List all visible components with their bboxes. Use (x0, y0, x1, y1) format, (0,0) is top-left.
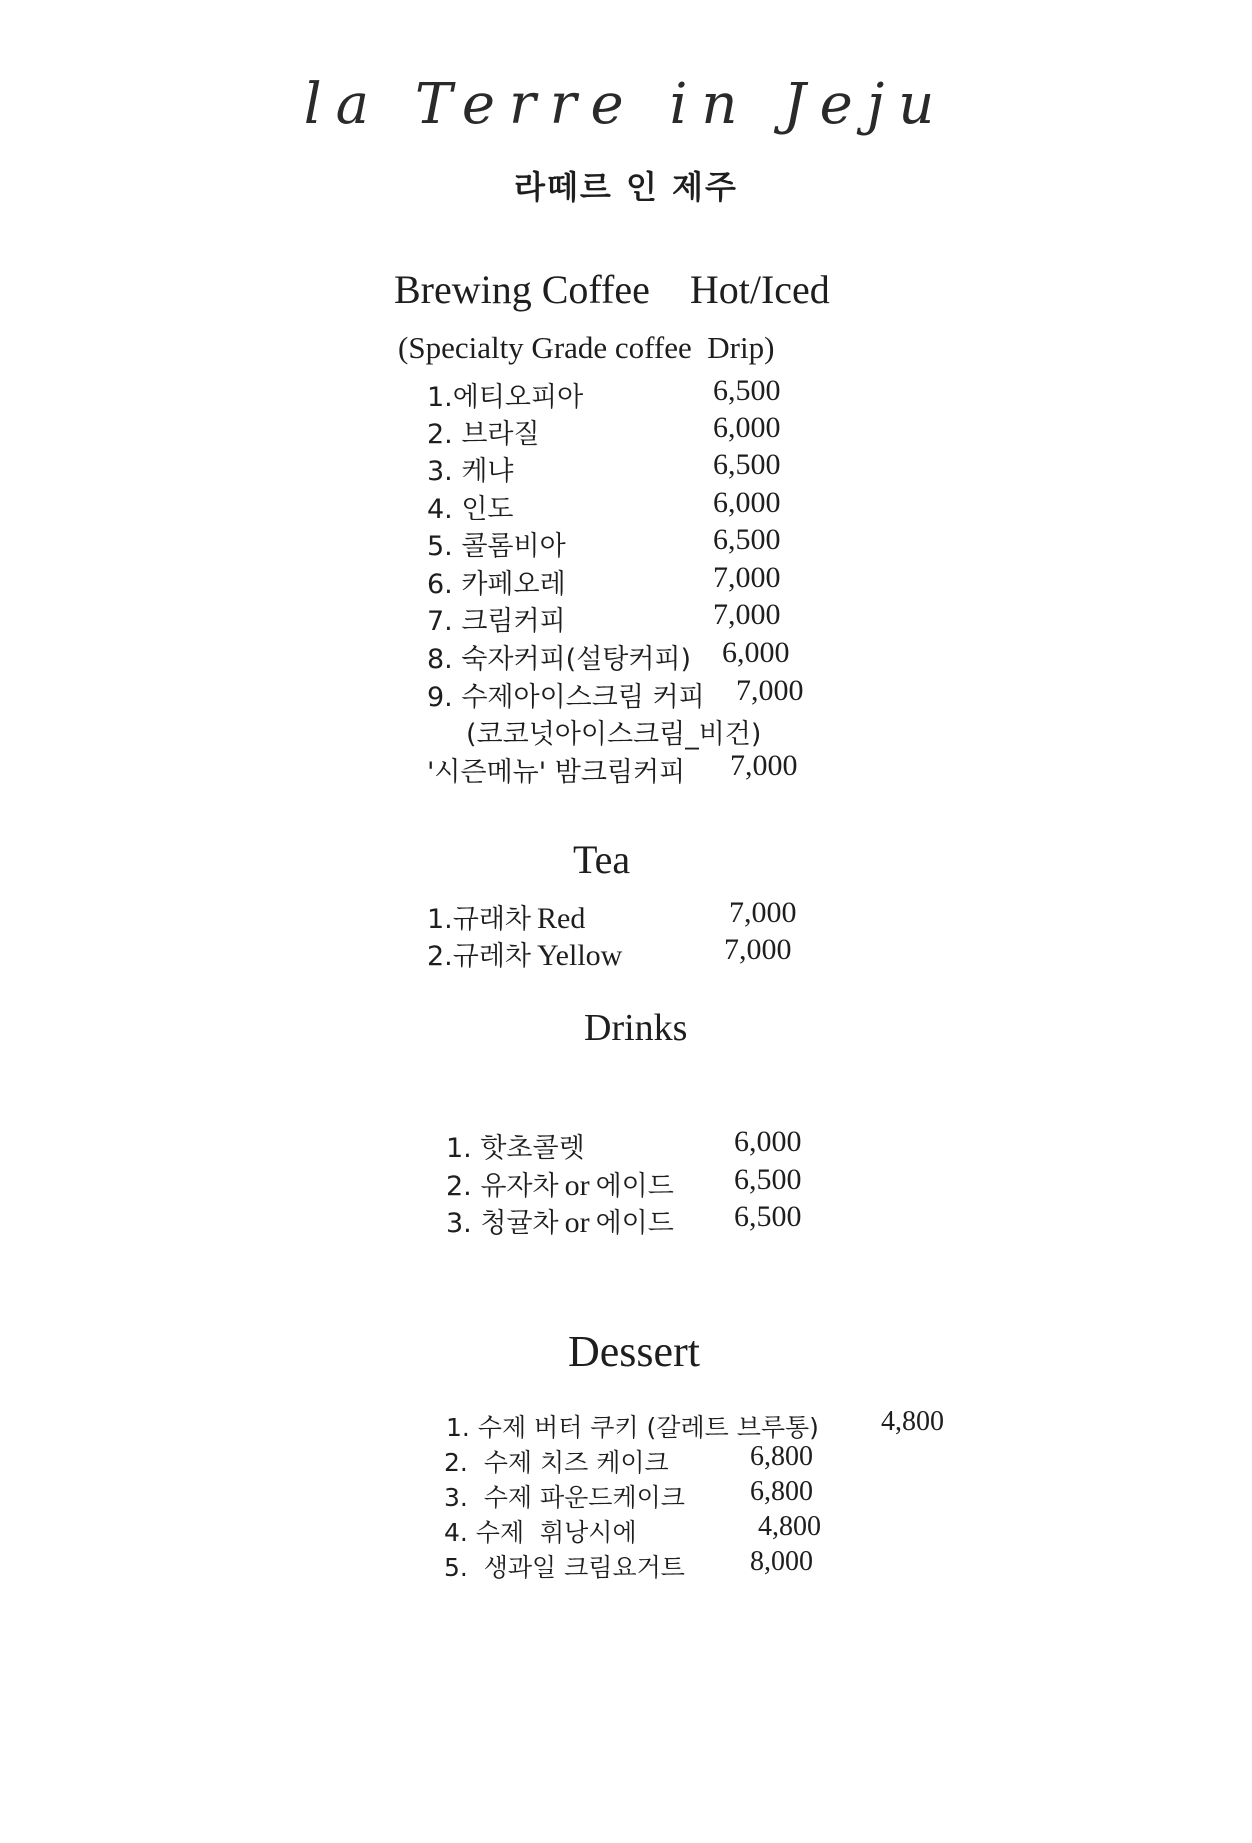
dessert-item-name: 1. 수제 버터 쿠키 (갈레트 브루통) (446, 1413, 819, 1442)
coffee-item-price: 7,000 (713, 598, 781, 631)
drinks-item-or: or (564, 1169, 590, 1202)
dessert-item-name: 4. 수제 휘낭시에 (444, 1518, 637, 1547)
tea-item-name (427, 934, 622, 973)
season-menu-price: 7,000 (730, 749, 798, 782)
drinks-item-korean: 3. 청귤차 (446, 1208, 559, 1239)
tea-item-english: Yellow (537, 939, 623, 972)
dessert-item-name: 2. 수제 치즈 케이크 (444, 1448, 669, 1477)
dessert-item-name: 3. 수제 파운드케이크 (444, 1483, 685, 1512)
drinks-item-name (446, 1164, 674, 1203)
coffee-item-name: 8. 숙자커피(설탕커피) (427, 644, 692, 675)
drinks-item-or: or (564, 1206, 590, 1239)
season-menu-name: '시즌메뉴' 밤크림커피 (427, 757, 686, 788)
coffee-item-name: 5. 콜롬비아 (427, 531, 566, 562)
dessert-item-price: 4,800 (758, 1511, 821, 1542)
dessert-item-price: 6,800 (750, 1441, 813, 1472)
coffee-item-name: 1.에티오피아 (427, 382, 584, 413)
dessert-item-price: 6,800 (750, 1476, 813, 1507)
coffee-item-note: (코코넛아이스크림_비건) (466, 719, 762, 750)
coffee-item-price: 6,500 (713, 374, 781, 407)
coffee-section-subtitle: (Specialty Grade coffee Drip) (398, 330, 775, 365)
coffee-item-name: 9. 수제아이스크림 커피 (427, 682, 705, 713)
coffee-item-price: 6,500 (713, 448, 781, 481)
coffee-item-price: 7,000 (713, 561, 781, 594)
tea-item-korean: 1.규래차 (427, 904, 532, 935)
drinks-item-name: 1. 핫초콜렛 (446, 1133, 585, 1164)
dessert-item-price: 8,000 (750, 1546, 813, 1577)
coffee-item-name: 7. 크림커피 (427, 606, 566, 637)
brand-script-title: la Terre in Jeju (303, 72, 949, 137)
drinks-item-korean-2: 에이드 (595, 1208, 674, 1239)
drinks-item-korean-2: 에이드 (595, 1171, 674, 1202)
coffee-item-price: 6,000 (713, 411, 781, 444)
coffee-section-title: Brewing Coffee Hot/Iced (394, 267, 830, 312)
tea-item-korean: 2.규레차 (427, 941, 532, 972)
tea-item-english: Red (537, 902, 586, 935)
coffee-item-price: 6,000 (713, 486, 781, 519)
tea-item-price: 7,000 (724, 933, 792, 966)
coffee-item-price: 7,000 (736, 674, 804, 707)
coffee-item-price: 6,000 (722, 636, 790, 669)
coffee-item-name: 4. 인도 (427, 494, 514, 525)
coffee-item-name: 2. 브라질 (427, 419, 540, 450)
drinks-item-korean: 2. 유자차 (446, 1171, 559, 1202)
tea-section-title: Tea (573, 837, 631, 882)
drinks-item-price: 6,500 (734, 1200, 802, 1233)
tea-item-name (427, 897, 585, 936)
coffee-item-price: 6,500 (713, 523, 781, 556)
drinks-section-title: Drinks (584, 1007, 688, 1049)
dessert-item-price: 4,800 (881, 1406, 944, 1437)
coffee-item-name: 6. 카페오레 (427, 569, 566, 600)
tea-item-price: 7,000 (729, 896, 797, 929)
dessert-section-title: Dessert (568, 1327, 700, 1376)
brand-korean-title: 라떼르 인 제주 (514, 168, 738, 206)
drinks-item-price: 6,500 (734, 1163, 802, 1196)
dessert-item-name: 5. 생과일 크림요거트 (444, 1553, 685, 1582)
drinks-item-name (446, 1201, 674, 1240)
coffee-item-name: 3. 케냐 (427, 456, 514, 487)
drinks-item-price: 6,000 (734, 1125, 802, 1158)
